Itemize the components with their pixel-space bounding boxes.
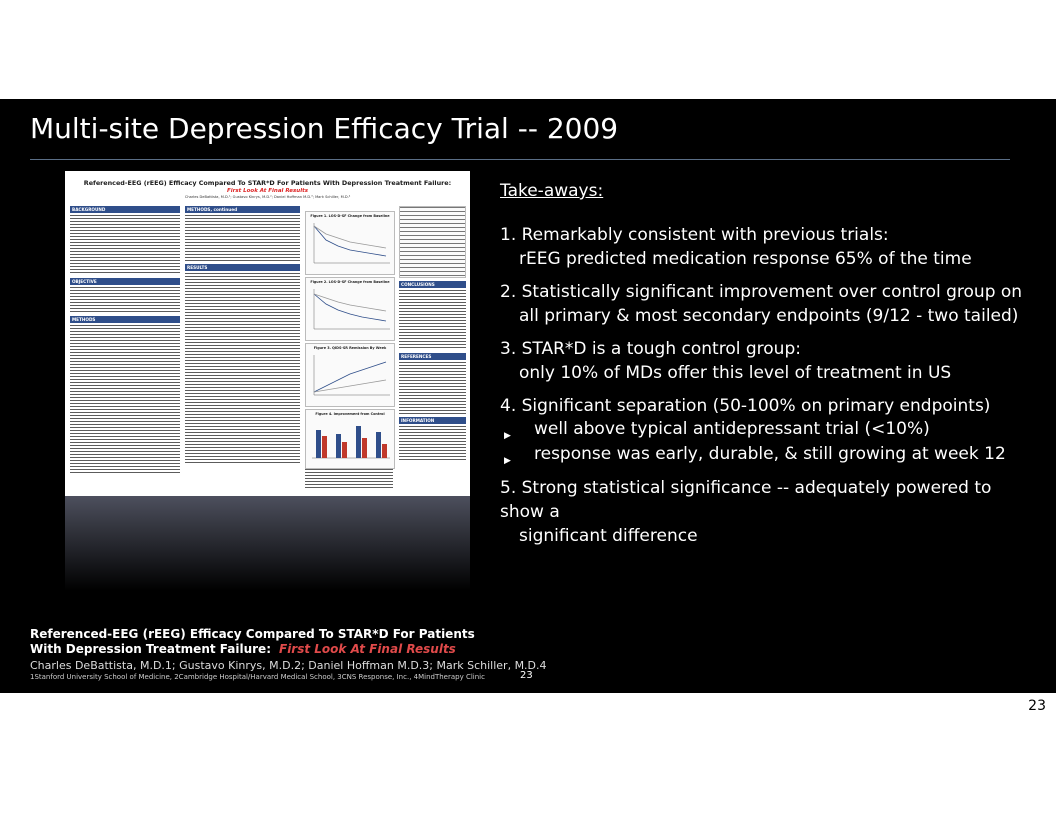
subpoint-text: well above typical antidepressant trial (<10%) (534, 419, 930, 439)
takeaway-point-1 (500, 223, 1040, 271)
takeaway-point-2 (500, 280, 1040, 328)
caption-title-text: With Depression Treatment Failure: (30, 642, 271, 656)
poster-figure-title: Figure 2. LOS-D-SF Change from Baseline (310, 280, 390, 284)
poster-caption (30, 627, 547, 682)
poster-figure-title: Figure 4. Improvement from Control (315, 412, 385, 416)
caption-authors: Charles DeBattista, M.D.1; Gustavo Kinrys, M.D.2; Daniel Hoffman M.D.3; Mark Schiller, M.D.4 (30, 659, 547, 672)
poster-figure-title: Figure 3. QIDS-SR Remission By Week (313, 346, 387, 350)
poster-text-block (70, 325, 180, 475)
poster-figure-1 (305, 211, 395, 275)
takeaway-line: only 10% of MDs offer this level of treatment in US (519, 363, 952, 383)
poster-section-header: CONCLUSIONS (399, 281, 466, 288)
takeaway-point-5 (500, 476, 1040, 548)
takeaway-subpoint (500, 442, 1040, 467)
takeaway-line: 5. Strong statistical significance -- adequately powered to show a (500, 478, 992, 522)
takeaway-point-3 (500, 337, 1040, 385)
poster-figure-lines (306, 218, 392, 268)
poster-title: Referenced-EEG (rEEG) Efficacy Compared To STAR*D For Patients With Depression Treatment Failure: (83, 179, 452, 187)
poster-section-header: BACKGROUND (70, 206, 180, 213)
subpoint-text: response was early, durable, & still growing at week 12 (534, 444, 1006, 464)
poster-column-mid (185, 206, 300, 492)
poster-thumbnail (65, 171, 470, 496)
poster-section-header: REFERENCES (399, 353, 466, 360)
poster-figure-bars (306, 416, 392, 462)
poster-figure-2 (305, 277, 395, 341)
page-number: 23 (1028, 698, 1046, 714)
poster-text-block (185, 273, 300, 463)
title-divider (30, 159, 1010, 160)
takeaway-line: 4. Significant separation (50-100% on primary endpoints) (500, 396, 991, 416)
poster-subtitle: First Look At Final Results (226, 188, 309, 194)
poster-figure-title: Figure 1. LOS-D-SF Change from Baseline (310, 214, 390, 218)
poster-column-right (399, 206, 466, 492)
takeaway-line: significant difference (519, 526, 698, 546)
poster-text-block (399, 362, 466, 414)
poster-figure-4 (305, 409, 395, 469)
takeaway-subpoints (500, 417, 1040, 467)
poster-reflection (65, 496, 470, 591)
poster-text-block (70, 215, 180, 275)
caption-affiliations: 1Stanford University School of Medicine, 2Cambridge Hospital/Harvard Medical School, 3CNS Response, Inc., 4MindTherapy Clinic (30, 673, 485, 681)
poster-text-block (70, 287, 180, 313)
poster-section-header: OBJECTIVE (70, 278, 180, 285)
caption-highlight: First Look At Final Results (279, 642, 456, 656)
poster-authors: Charles DeBattista, M.D.¹; Gustavo Kinrys, M.D.²; Daniel Hoffman M.D.³; Mark Schiller, M.D.⁴ (184, 195, 351, 199)
takeaway-line: 1. Remarkably consistent with previous trials: (500, 225, 889, 245)
takeaway-subpoint (500, 417, 1040, 442)
bullet-triangle-icon: ▶ (504, 431, 511, 441)
takeaways-heading: Take-aways: (500, 181, 604, 201)
poster-figure-lines (306, 350, 392, 400)
poster-text-block (399, 426, 466, 462)
takeaway-line: rEEG predicted medication response 65% of the time (519, 249, 972, 269)
poster-section-header: INFORMATION (399, 417, 466, 424)
caption-title-line-2 (30, 642, 547, 657)
poster-section-header: RESULTS (185, 264, 300, 271)
poster-column-left (70, 206, 180, 492)
takeaway-line: all primary & most secondary endpoints (9/12 - two tailed) (519, 306, 1019, 326)
bullet-triangle-icon: ▶ (504, 456, 511, 466)
takeaways-panel (500, 181, 1040, 557)
poster-text-block (305, 469, 393, 489)
takeaway-point-4 (500, 394, 1040, 418)
poster-figure-lines (306, 284, 392, 334)
slide-number: 23 (520, 670, 533, 681)
poster-text-block (399, 290, 466, 350)
poster-figure-3 (305, 343, 395, 407)
poster-section-header: METHODS, continued (185, 206, 300, 213)
slide-title: Multi-site Depression Efficacy Trial -- 2009 (30, 112, 619, 145)
poster-section-header: METHODS (70, 316, 180, 323)
poster-text-block (185, 215, 300, 261)
caption-title-line-1: Referenced-EEG (rEEG) Efficacy Compared To STAR*D For Patients (30, 627, 475, 641)
takeaway-line: 3. STAR*D is a tough control group: (500, 339, 801, 359)
poster-table (399, 206, 466, 278)
slide (0, 99, 1056, 693)
takeaway-line: 2. Statistically significant improvement over control group on (500, 282, 1023, 302)
